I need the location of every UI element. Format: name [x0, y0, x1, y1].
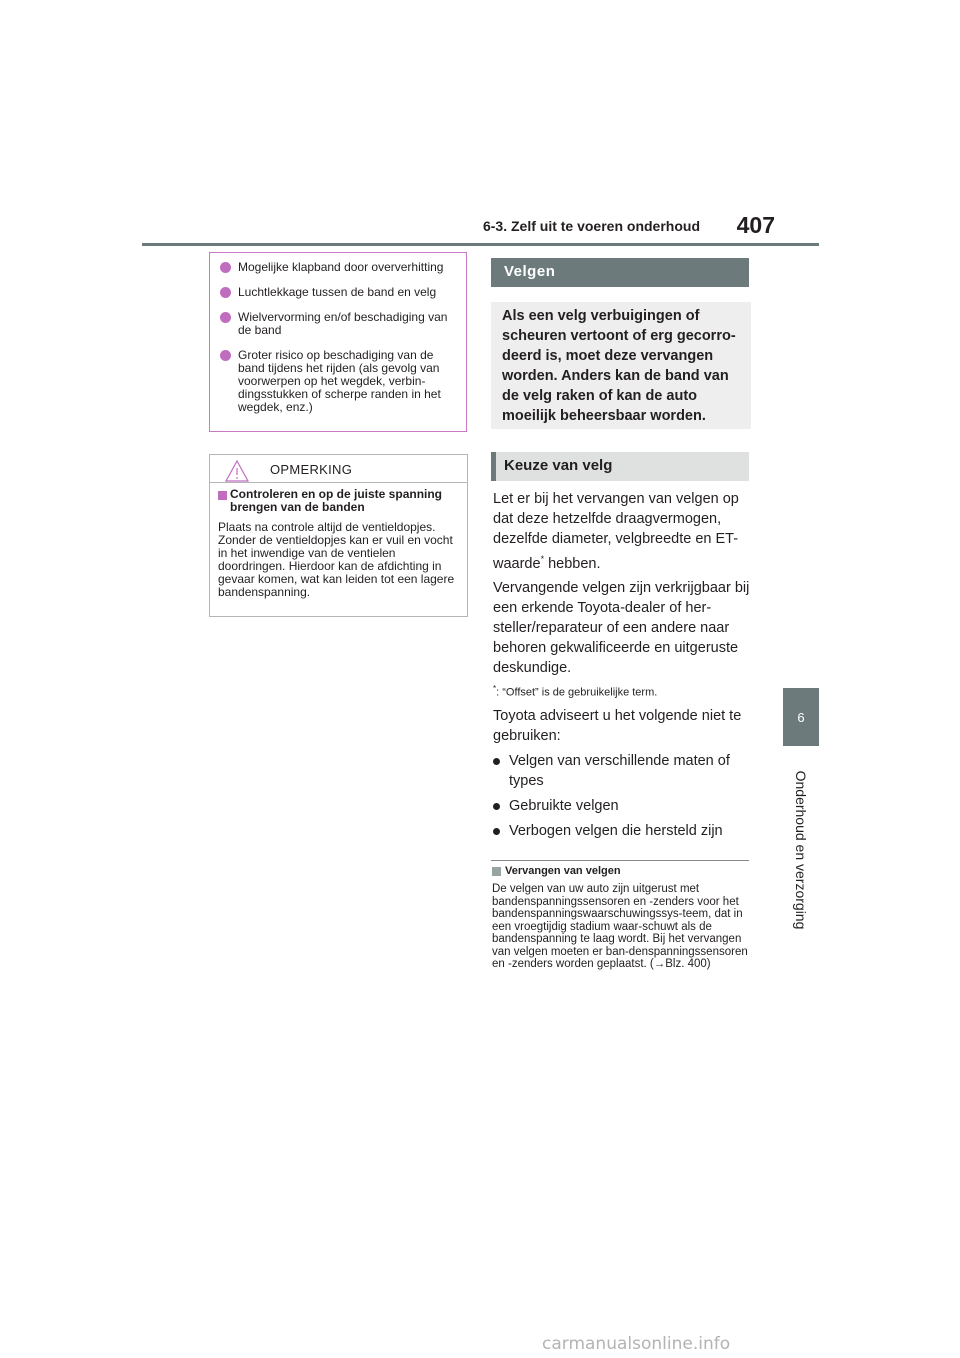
footnote: *: “Offset” is de gebruikelijke term.: [493, 684, 658, 699]
chapter-label: Onderhoud en verzorging: [793, 770, 809, 930]
risk-list: [210, 253, 466, 414]
arrow-icon: →: [653, 958, 666, 970]
bullet-icon: [220, 350, 231, 361]
note-box: [209, 454, 468, 617]
page-number: 407: [736, 212, 775, 238]
list-item: Mogelijke klapband door oververhitting: [220, 261, 456, 274]
note-subtitle: Controleren en op de juiste spanning brengen van de banden: [230, 487, 443, 514]
list-item: Luchtlekkage tussen de band en velg: [220, 286, 456, 299]
advice-list: [493, 751, 753, 846]
square-bullet-icon: [492, 867, 501, 876]
list-item: Verbogen velgen die hersteld zijn: [493, 821, 753, 841]
info-title: Vervangen van velgen: [505, 865, 621, 877]
watermark: carmanualsonline.info: [542, 1334, 731, 1354]
header-divider: [142, 243, 819, 246]
page-reference-link[interactable]: Blz. 400): [665, 958, 711, 970]
paragraph-load-capacity: Let er bij het vervangen van velgen op dat deze hetzelfde draagvermogen, dezelfde diameter, velgbreedte en ET-waarde* hebben.: [493, 491, 739, 572]
list-item: Groter risico op beschadiging van de band tijdens het rijden (als gevolg van voorwerpen op het wegdek, verbin-dingsstukken of scherpe randen in het wegdek, enz.): [220, 349, 456, 414]
bullet-icon: [493, 758, 500, 765]
risk-list-box: [209, 252, 467, 432]
info-divider: [491, 860, 749, 861]
note-title: OPMERKING: [270, 462, 353, 477]
note-divider: [210, 482, 467, 483]
list-item: Wielvervorming en/of beschadiging van de band: [220, 311, 456, 337]
bullet-icon: [220, 312, 231, 323]
chapter-tab[interactable]: 6: [783, 688, 819, 746]
bullet-icon: [220, 262, 231, 273]
warning-triangle-icon: [224, 459, 250, 483]
info-body: De velgen van uw auto zijn uitgerust met bandenspanningssensoren en -zenders voor het bandenspanningswaarschuwingssys-teem, dat in een vroegtijdig stadium waar-schuwt als de bandenspanning te laag wordt. Bij het vervangen van velgen moeten er ban-denspanningssensoren en -zenders worden geplaatst. (→Blz. 400): [492, 883, 748, 970]
section-title: 6-3. Zelf uit te voeren onderhoud: [482, 218, 700, 234]
bullet-icon: [493, 803, 500, 810]
paragraph-advice: Toyota adviseert u het volgende niet te gebruiken:: [493, 708, 742, 744]
bullet-icon: [220, 287, 231, 298]
heading-accent: [491, 452, 496, 481]
list-item: Gebruikte velgen: [493, 796, 753, 816]
list-item: Velgen van verschillende maten of types: [493, 751, 753, 791]
note-body: Plaats na controle altijd de ventieldopjes. Zonder de ventieldopjes kan er vuil en vocht in het inwendige van de ventielen doordringen. Hierdoor kan de afdichting in gevaar komen, wat kan leiden tot een lagere bandenspanning.: [218, 520, 455, 599]
square-bullet-icon: [218, 491, 227, 500]
section-heading-velgen: Velgen: [491, 258, 749, 287]
velgen-intro: Als een velg verbuigingen of scheuren vertoont of erg gecorro-deerd is, moet deze vervangen worden. Anders kan de band van de velg raken of kan de auto moeilijk beheersbaar worden.: [491, 302, 751, 429]
section-heading-keuze: Keuze van velg: [491, 452, 749, 481]
bullet-icon: [493, 828, 500, 835]
paragraph-dealer: Vervangende velgen zijn verkrijgbaar bij een erkende Toyota-dealer of her-steller/reparateur of een andere naar behoren gekwalificeerde en uitgeruste deskundige.: [493, 580, 750, 676]
